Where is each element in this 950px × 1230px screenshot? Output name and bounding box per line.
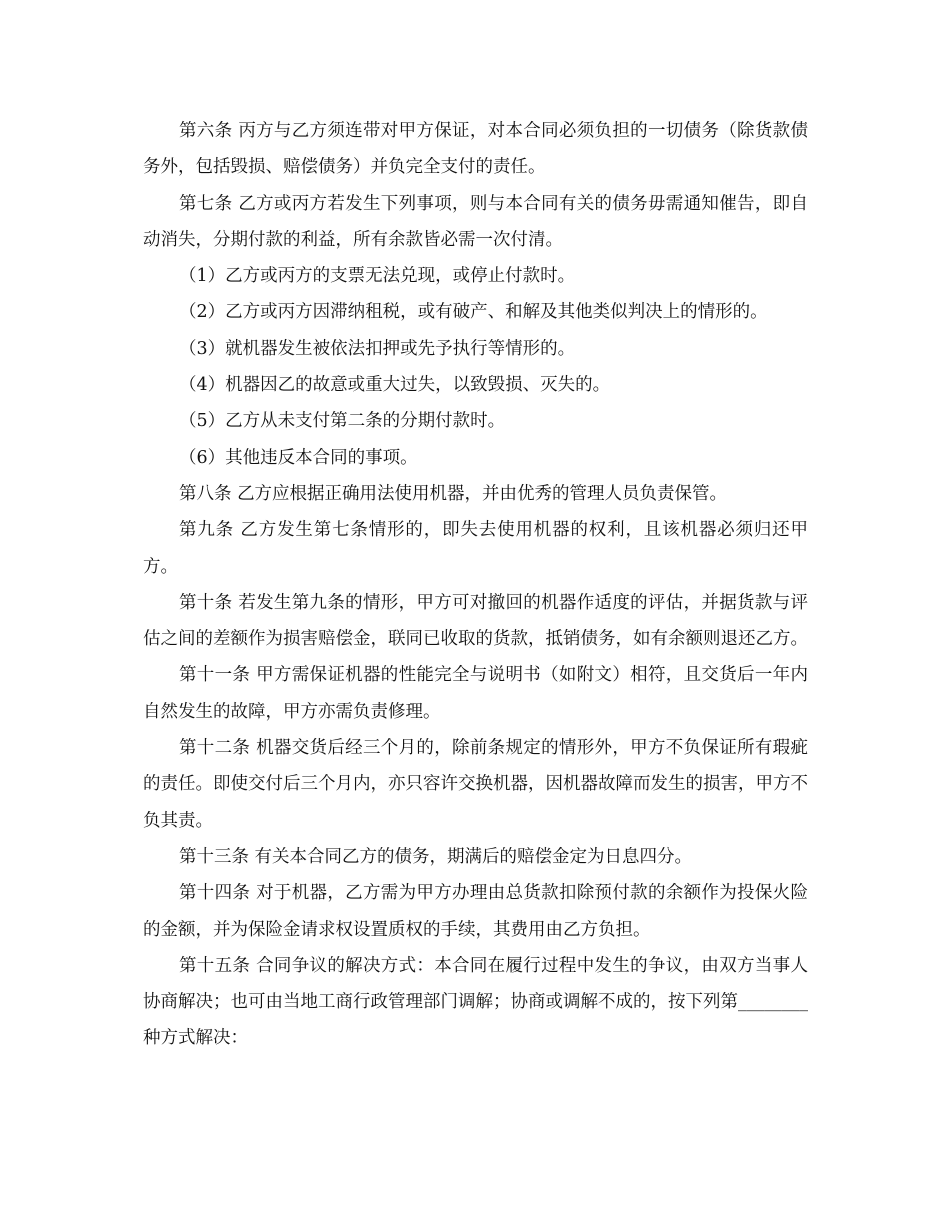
clause-7: 第七条 乙方或丙方若发生下列事项，则与本合同有关的债务毋需通知催告，即自动消失，分期付款的利益，所有余款皆必需一次付清。 <box>143 193 808 250</box>
clause-11: 第十一条 甲方需保证机器的性能完全与说明书（如附文）相符，且交货后一年内自然发生的故障，甲方亦需负责修理。 <box>143 665 808 722</box>
clause-7-item-3: （3）就机器发生被依法扣押或先予执行等情形的。 <box>179 338 576 359</box>
clause-8: 第八条 乙方应根据正确用法使用机器，并由优秀的管理人员负责保管。 <box>179 483 728 504</box>
clause-7-item-6: （6）其他违反本合同的事项。 <box>179 447 418 468</box>
contract-page <box>143 113 808 1057</box>
clause-15: 第十五条 合同争议的解决方式：本合同在履行过程中发生的争议，由双方当事人协商解决；也可由当地工商行政管理部门调解；协商或调解不成的，按下列第________种方式解决： <box>143 955 808 1049</box>
clause-7-item-4: （4）机器因乙的故意或重大过失，以致毁损、灭失的。 <box>179 375 611 396</box>
clause-10: 第十条 若发生第九条的情形，甲方可对撤回的机器作适度的评估，并据货款与评估之间的差额作为损害赔偿金，联同已收取的货款，抵销债务，如有余额则退还乙方。 <box>143 592 808 650</box>
clause-12: 第十二条 机器交货后经三个月的，除前条规定的情形外，甲方不负保证所有瑕疵的责任。即使交付后三个月内，亦只容许交换机器，因机器故障而发生的损害，甲方不负其责。 <box>143 738 808 831</box>
clause-14: 第十四条 对于机器，乙方需为甲方办理由总货款扣除预付款的余额作为投保火险的金额，并为保险金请求权设置质权的手续，其费用由乙方负担。 <box>143 883 808 940</box>
clause-7-item-1: （1）乙方或丙方的支票无法兑现，或停止付款时。 <box>179 266 576 287</box>
clause-13: 第十三条 有关本合同乙方的债务，期满后的赔偿金定为日息四分。 <box>179 846 693 867</box>
clause-7-item-2: （2）乙方或丙方因滞纳租税，或有破产、和解及其他类似判决上的情形的。 <box>179 302 768 323</box>
clause-6: 第六条 丙方与乙方须连带对甲方保证，对本合同必须负担的一切债务（除货款债务外，包括毁损、赔偿债务）并负完全支付的责任。 <box>143 121 808 178</box>
clause-7-item-5: （5）乙方从未支付第二条的分期付款时。 <box>179 411 506 432</box>
clause-9: 第九条 乙方发生第七条情形的，即失去使用机器的权利，且该机器必须归还甲方。 <box>143 520 808 577</box>
